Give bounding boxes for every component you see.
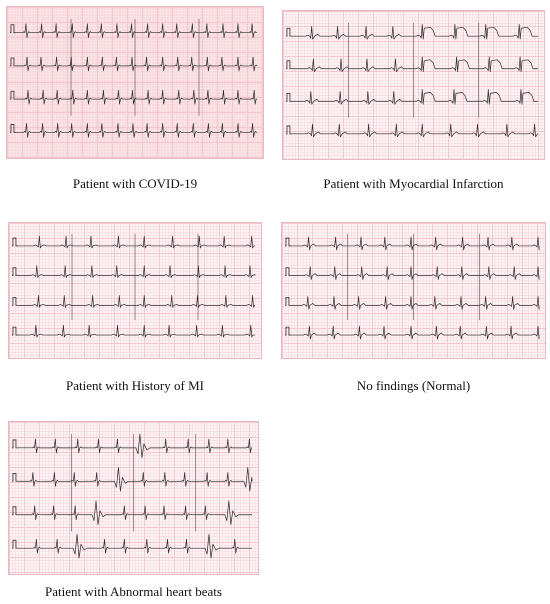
calibration-pulse [10, 58, 16, 66]
calibration-pulse [12, 507, 18, 515]
ecg-lead-trace [292, 124, 538, 137]
calibration-pulse [286, 93, 292, 101]
ecg-lead-trace [18, 266, 255, 278]
ecg-lead-trace [18, 296, 255, 308]
caption-normal: No findings (Normal) [356, 378, 471, 393]
ecg-strip-normal [281, 222, 546, 359]
ecg-lead-trace [18, 236, 255, 248]
ecg-lead-trace [291, 297, 539, 310]
calibration-pulse [285, 297, 291, 305]
ecg-lead-trace [292, 89, 538, 104]
ecg-strip-abnormal-heart-beats [8, 421, 259, 575]
ecg-lead-trace [292, 57, 538, 72]
calibration-pulse [285, 238, 291, 246]
calibration-pulse [286, 28, 292, 36]
ecg-trace [9, 422, 258, 574]
calibration-pulse [10, 124, 16, 132]
ecg-lead-trace [18, 325, 255, 337]
ecg-lead-trace [16, 57, 257, 71]
caption-history-of-mi: Patient with History of MI [66, 378, 204, 393]
caption-abnormal-heart-beats: Patient with Abnormal heart beats [45, 584, 222, 599]
calibration-pulse [12, 473, 18, 481]
ecg-trace [7, 7, 263, 158]
calibration-pulse [12, 268, 18, 276]
ecg-trace [283, 11, 544, 159]
calibration-pulse [286, 61, 292, 69]
ecg-lead-trace [16, 24, 257, 38]
ecg-lead-trace [292, 24, 538, 39]
ecg-trace [9, 223, 261, 358]
calibration-pulse [286, 126, 292, 134]
calibration-pulse [12, 327, 18, 335]
ecg-lead-trace [18, 501, 252, 525]
ecg-strip-covid-19 [6, 6, 264, 159]
ecg-trace [282, 223, 545, 358]
ecg-lead-trace [18, 534, 252, 558]
caption-covid-19: Patient with COVID-19 [72, 176, 198, 191]
ecg-lead-trace [16, 123, 257, 137]
calibration-pulse [12, 297, 18, 305]
ecg-lead-trace [18, 434, 252, 458]
ecg-lead-trace [16, 90, 257, 104]
ecg-lead-trace [291, 326, 539, 339]
ecg-lead-trace [18, 468, 252, 492]
calibration-pulse [10, 25, 16, 33]
calibration-pulse [285, 268, 291, 276]
calibration-pulse [10, 91, 16, 99]
calibration-pulse [285, 327, 291, 335]
ecg-strip-history-of-mi [8, 222, 262, 359]
calibration-pulse [12, 238, 18, 246]
calibration-pulse [12, 440, 18, 448]
caption-myocardial-infarction: Patient with Myocardial Infarction [323, 176, 504, 191]
calibration-pulse [12, 540, 18, 548]
ecg-strip-myocardial-infarction [282, 10, 545, 160]
ecg-lead-trace [291, 237, 539, 250]
ecg-lead-trace [291, 267, 539, 280]
